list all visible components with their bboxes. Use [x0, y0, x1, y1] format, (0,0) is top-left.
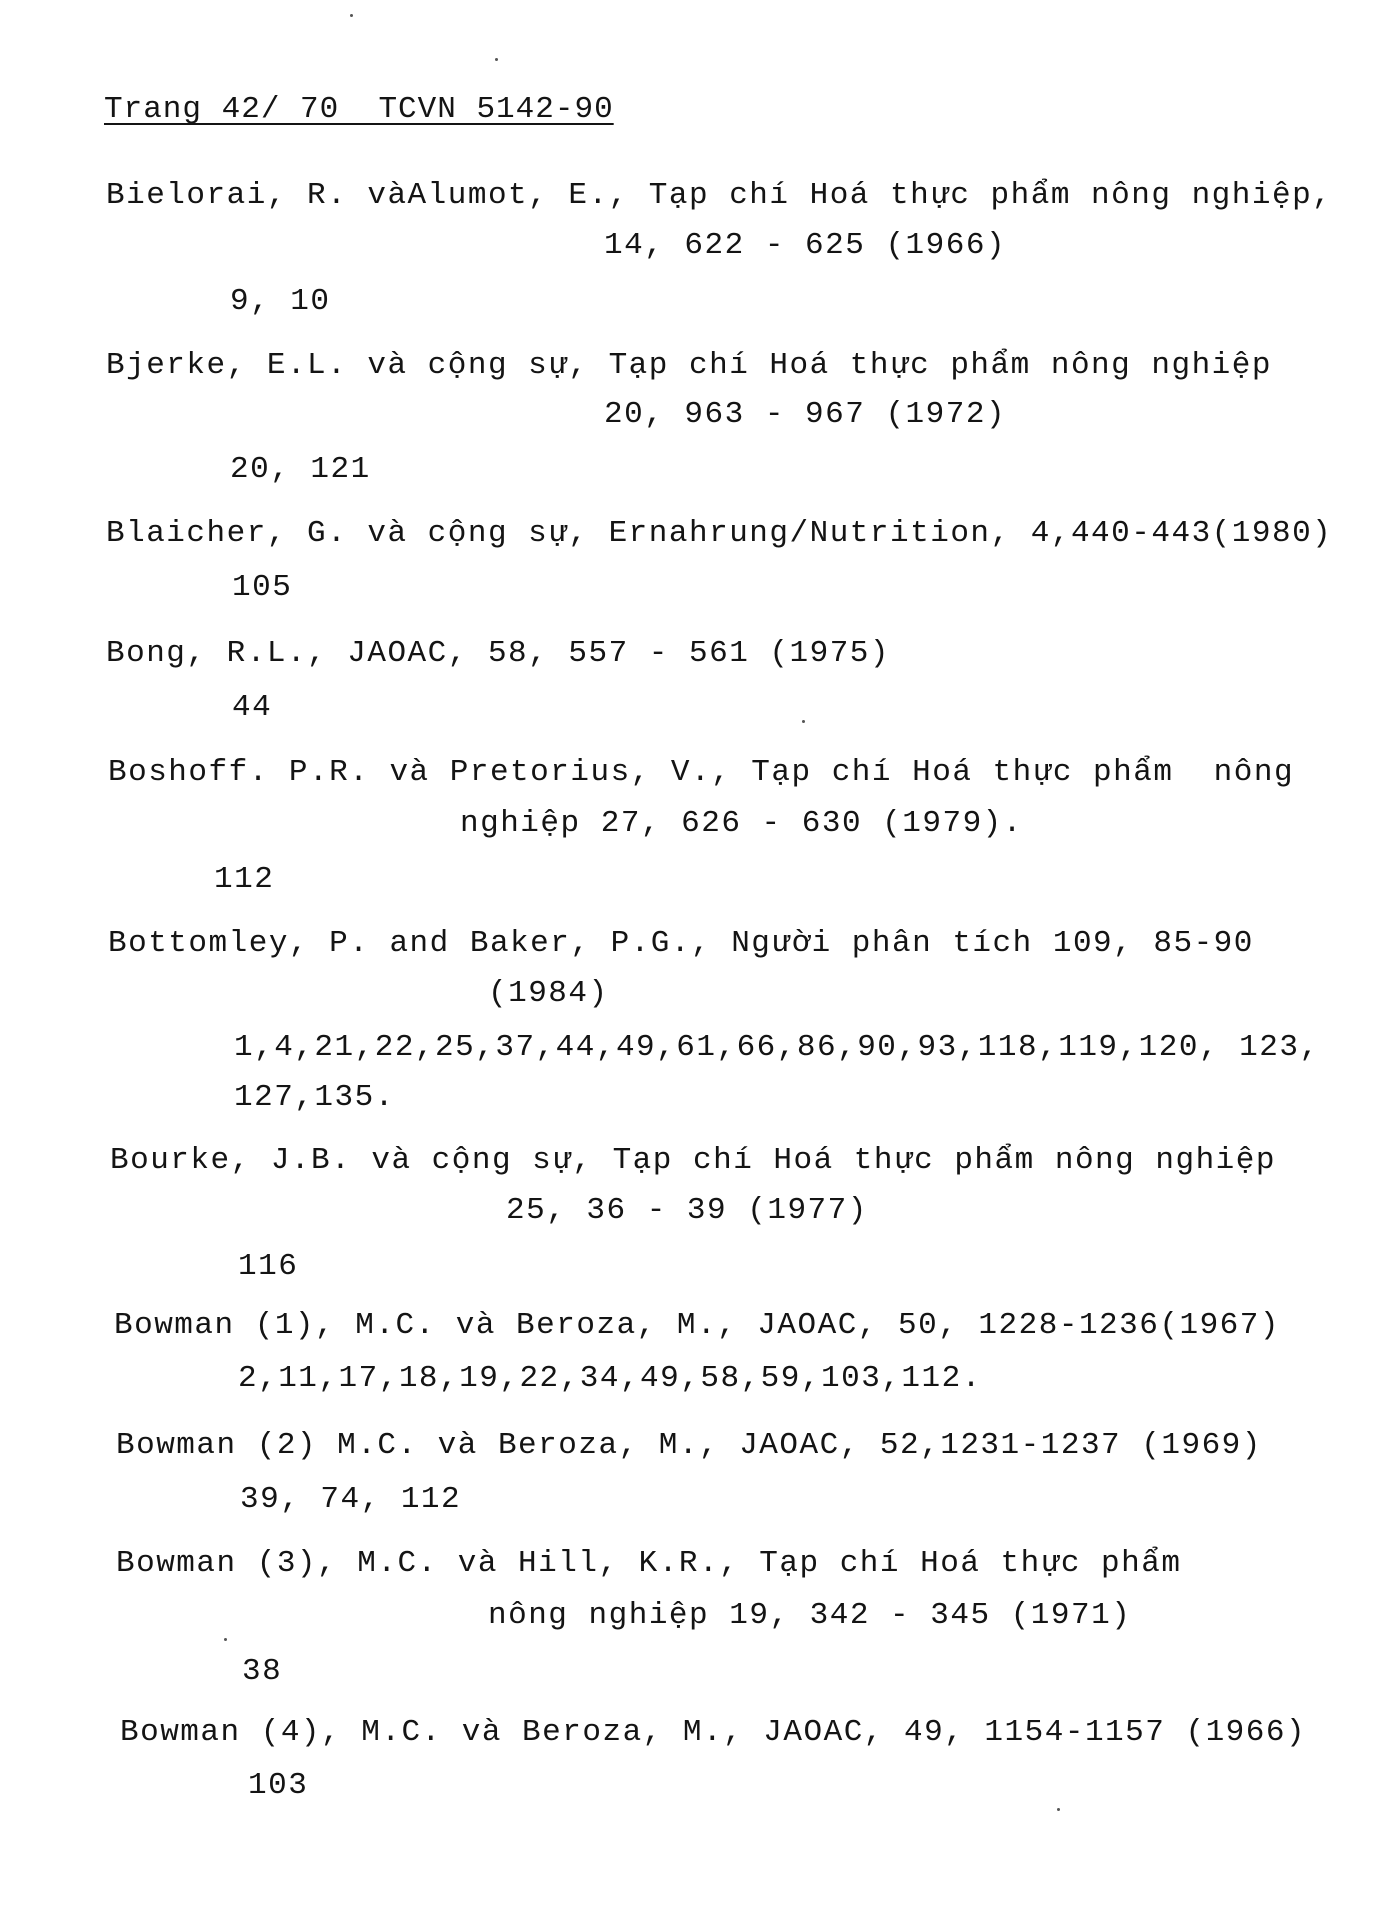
reference-citation: Bowman (3), M.C. và Hill, K.R., Tạp chí Hoá thực phẩm [116, 1546, 1182, 1581]
reference-citation: Bielorai, R. vàAlumot, E., Tạp chí Hoá thực phẩm nông nghiệp, [106, 178, 1333, 213]
reference-citation: Bowman (1), M.C. và Beroza, M., JAOAC, 50, 1228-1236(1967) [114, 1308, 1280, 1343]
scan-speck [350, 14, 353, 17]
reference-citation: Bowman (4), M.C. và Beroza, M., JAOAC, 49, 1154-1157 (1966) [120, 1715, 1307, 1750]
reference-page-numbers: 103 [248, 1768, 309, 1803]
page-header: Trang 42/ 70 TCVN 5142-90 [104, 92, 614, 127]
reference-citation: Boshoff. P.R. và Pretorius, V., Tạp chí Hoá thực phẩm nông [108, 755, 1295, 790]
reference-citation-continued: 14, 622 - 625 (1966) [604, 228, 1007, 263]
reference-citation: Bowman (2) M.C. và Beroza, M., JAOAC, 52,1231-1237 (1969) [116, 1428, 1262, 1463]
reference-page-numbers: 2,11,17,18,19,22,34,49,58,59,103,112. [238, 1361, 982, 1396]
reference-page-numbers: 116 [238, 1249, 299, 1284]
reference-page-numbers: 9, 10 [230, 284, 331, 319]
reference-citation-continued: nghiệp 27, 626 - 630 (1979). [460, 806, 1023, 841]
reference-page-numbers-continued: 127,135. [234, 1080, 395, 1115]
reference-page-numbers: 20, 121 [230, 452, 371, 487]
reference-page-numbers: 39, 74, 112 [240, 1482, 462, 1517]
scan-speck [802, 720, 805, 723]
reference-citation: Bjerke, E.L. và cộng sự, Tạp chí Hoá thực phẩm nông nghiệp [106, 348, 1272, 383]
reference-page-numbers: 112 [214, 862, 275, 897]
reference-page-numbers: 1,4,21,22,25,37,44,49,61,66,86,90,93,118,119,120, 123, [234, 1030, 1320, 1065]
reference-citation: Bourke, J.B. và cộng sự, Tạp chí Hoá thực phẩm nông nghiệp [110, 1143, 1276, 1178]
reference-citation-continued: nông nghiệp 19, 342 - 345 (1971) [488, 1598, 1132, 1633]
reference-citation: Bottomley, P. and Baker, P.G., Người phân tích 109, 85-90 [108, 926, 1254, 961]
reference-page-numbers: 38 [242, 1654, 283, 1689]
reference-page-numbers: 44 [232, 690, 273, 725]
scan-speck [224, 1638, 227, 1641]
reference-citation-continued: 25, 36 - 39 (1977) [506, 1193, 868, 1228]
scan-speck [495, 58, 498, 61]
reference-citation-continued: 20, 963 - 967 (1972) [604, 397, 1007, 432]
scan-speck [1057, 1808, 1060, 1811]
reference-citation: Bong, R.L., JAOAC, 58, 557 - 561 (1975) [106, 636, 891, 671]
reference-citation: Blaicher, G. và cộng sự, Ernahrung/Nutrition, 4,440-443(1980) [106, 516, 1333, 551]
reference-page-numbers: 105 [232, 570, 293, 605]
reference-citation-continued: (1984) [488, 976, 609, 1011]
